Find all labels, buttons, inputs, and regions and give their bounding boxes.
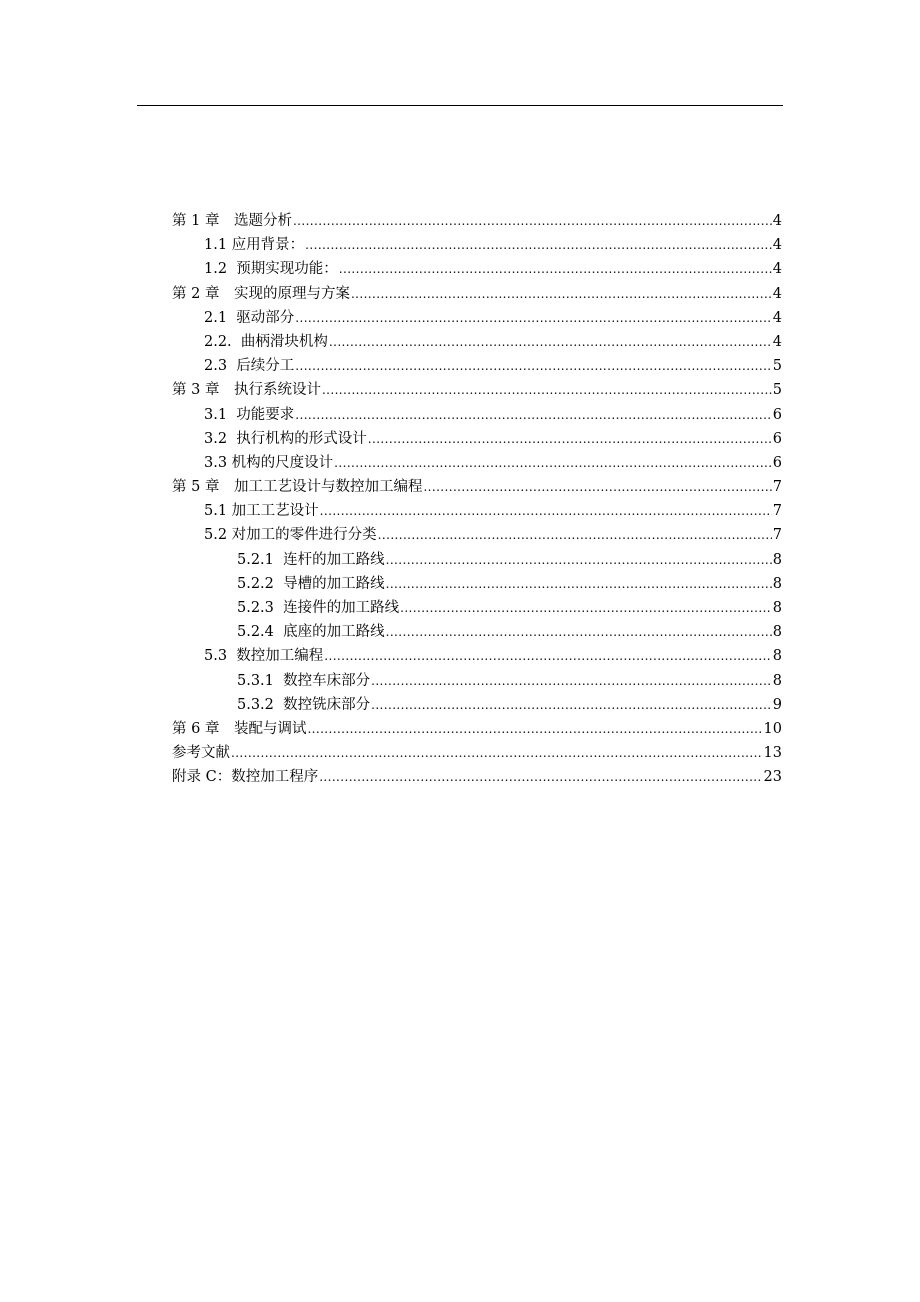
toc-entry-label: 3.1 功能要求 (204, 406, 295, 423)
toc-entry-5-2-3[interactable] (172, 596, 782, 620)
toc-entry-chapter-1[interactable] (172, 209, 782, 233)
header-rule (137, 105, 783, 106)
toc-entry-2-1[interactable] (172, 306, 782, 330)
toc-page-number: 4 (772, 237, 782, 254)
toc-dot-leader (319, 765, 762, 789)
toc-entry-appendix-c[interactable] (172, 765, 782, 789)
toc-dot-leader (320, 499, 772, 523)
toc-dot-leader (386, 548, 772, 572)
toc-page-number: 6 (772, 406, 782, 423)
toc-dot-leader (371, 693, 772, 717)
toc-page-number: 7 (772, 527, 782, 544)
toc-page-number: 4 (772, 213, 782, 229)
toc-entry-1-1[interactable] (172, 233, 782, 257)
toc-dot-leader (386, 620, 772, 644)
toc-dot-leader (371, 669, 772, 693)
toc-dot-leader (351, 282, 772, 306)
toc-dot-leader (231, 741, 763, 765)
toc-page-number: 9 (772, 696, 782, 713)
toc-entry-chapter-3[interactable] (172, 378, 782, 402)
toc-entry-label: 附录 C：数控加工程序 (172, 769, 319, 786)
toc-entry-label: 2.3 后续分工 (204, 358, 295, 375)
toc-dot-leader (334, 451, 772, 475)
toc-dot-leader (339, 257, 772, 281)
toc-entry-5-3[interactable] (172, 644, 782, 668)
toc-page-number: 8 (772, 624, 782, 641)
toc-entry-5-2[interactable] (172, 523, 782, 547)
toc-page-number: 8 (772, 575, 782, 592)
toc-dot-leader (400, 596, 772, 620)
toc-entry-label: 2.2. 曲柄滑块机构 (204, 333, 328, 350)
toc-entry-label: 第 6 章 装配与调试 (172, 720, 307, 737)
toc-entry-5-3-1[interactable] (172, 669, 782, 693)
toc-dot-leader (293, 209, 772, 233)
toc-page-number: 4 (772, 261, 782, 278)
toc-page-number: 8 (772, 672, 782, 689)
toc-page-number: 7 (772, 479, 782, 496)
toc-page-number: 8 (772, 600, 782, 616)
table-of-contents (172, 209, 782, 790)
toc-entry-label: 5.3.2 数控铣床部分 (237, 696, 371, 713)
toc-entry-label: 第 3 章 执行系统设计 (172, 382, 321, 399)
toc-entry-label: 3.3 机构的尺度设计 (204, 454, 334, 471)
toc-entry-label: 5.2.2 导槽的加工路线 (237, 575, 385, 592)
toc-entry-label: 5.3 数控加工编程 (204, 648, 324, 665)
toc-entry-5-2-4[interactable] (172, 620, 782, 644)
toc-entry-label: 5.2.4 底座的加工路线 (237, 624, 385, 641)
toc-page-number: 23 (763, 769, 782, 786)
toc-entry-chapter-2[interactable] (172, 282, 782, 306)
toc-dot-leader (423, 475, 771, 499)
toc-dot-leader (324, 644, 771, 668)
toc-page-number: 8 (772, 551, 782, 568)
toc-page-number: 7 (772, 503, 782, 520)
toc-dot-leader (322, 378, 772, 402)
toc-entry-5-3-2[interactable] (172, 693, 782, 717)
toc-dot-leader (329, 330, 772, 354)
toc-entry-label: 5.2.3 连接件的加工路线 (237, 600, 400, 616)
toc-entry-5-2-2[interactable] (172, 572, 782, 596)
toc-entry-chapter-6[interactable] (172, 717, 782, 741)
toc-dot-leader (378, 523, 772, 547)
toc-entry-5-2-1[interactable] (172, 548, 782, 572)
toc-page-number: 6 (772, 430, 782, 447)
toc-page-number: 4 (772, 333, 782, 350)
toc-dot-leader (368, 427, 772, 451)
toc-entry-label: 参考文献 (172, 745, 230, 762)
toc-dot-leader (295, 306, 771, 330)
toc-page-number: 4 (772, 309, 782, 326)
toc-entry-label: 2.1 驱动部分 (204, 309, 295, 326)
toc-dot-leader (295, 403, 771, 427)
toc-dot-leader (386, 572, 772, 596)
toc-entry-label: 第 5 章 加工工艺设计与数控加工编程 (172, 479, 423, 496)
toc-entry-5-1[interactable] (172, 499, 782, 523)
toc-page-number: 4 (772, 285, 782, 302)
toc-entry-3-2[interactable] (172, 427, 782, 451)
toc-entry-label: 第 2 章 实现的原理与方案 (172, 285, 350, 302)
toc-entry-references[interactable] (172, 741, 782, 765)
toc-entry-label: 第 1 章 选题分析 (172, 213, 292, 229)
toc-dot-leader (295, 354, 771, 378)
toc-entry-label: 5.3.1 数控车床部分 (237, 672, 371, 689)
toc-dot-leader (305, 233, 772, 257)
toc-page-number: 5 (772, 382, 782, 399)
toc-entry-2-2[interactable] (172, 330, 782, 354)
toc-entry-chapter-5[interactable] (172, 475, 782, 499)
toc-entry-label: 5.1 加工工艺设计 (204, 503, 319, 520)
toc-page-number: 8 (772, 648, 782, 665)
toc-entry-label: 1.2 预期实现功能： (204, 261, 338, 278)
toc-page-number: 6 (772, 454, 782, 471)
toc-entry-label: 5.2.1 连杆的加工路线 (237, 551, 385, 568)
toc-page-number: 5 (772, 358, 782, 375)
toc-page-number: 13 (763, 745, 782, 762)
toc-entry-3-3[interactable] (172, 451, 782, 475)
toc-page-number: 10 (763, 720, 782, 737)
toc-entry-3-1[interactable] (172, 403, 782, 427)
toc-entry-1-2[interactable] (172, 257, 782, 281)
toc-entry-label: 5.2 对加工的零件进行分类 (204, 527, 377, 544)
toc-entry-label: 1.1 应用背景： (204, 237, 305, 254)
toc-entry-2-3[interactable] (172, 354, 782, 378)
toc-dot-leader (307, 717, 762, 741)
toc-entry-label: 3.2 执行机构的形式设计 (204, 430, 367, 447)
